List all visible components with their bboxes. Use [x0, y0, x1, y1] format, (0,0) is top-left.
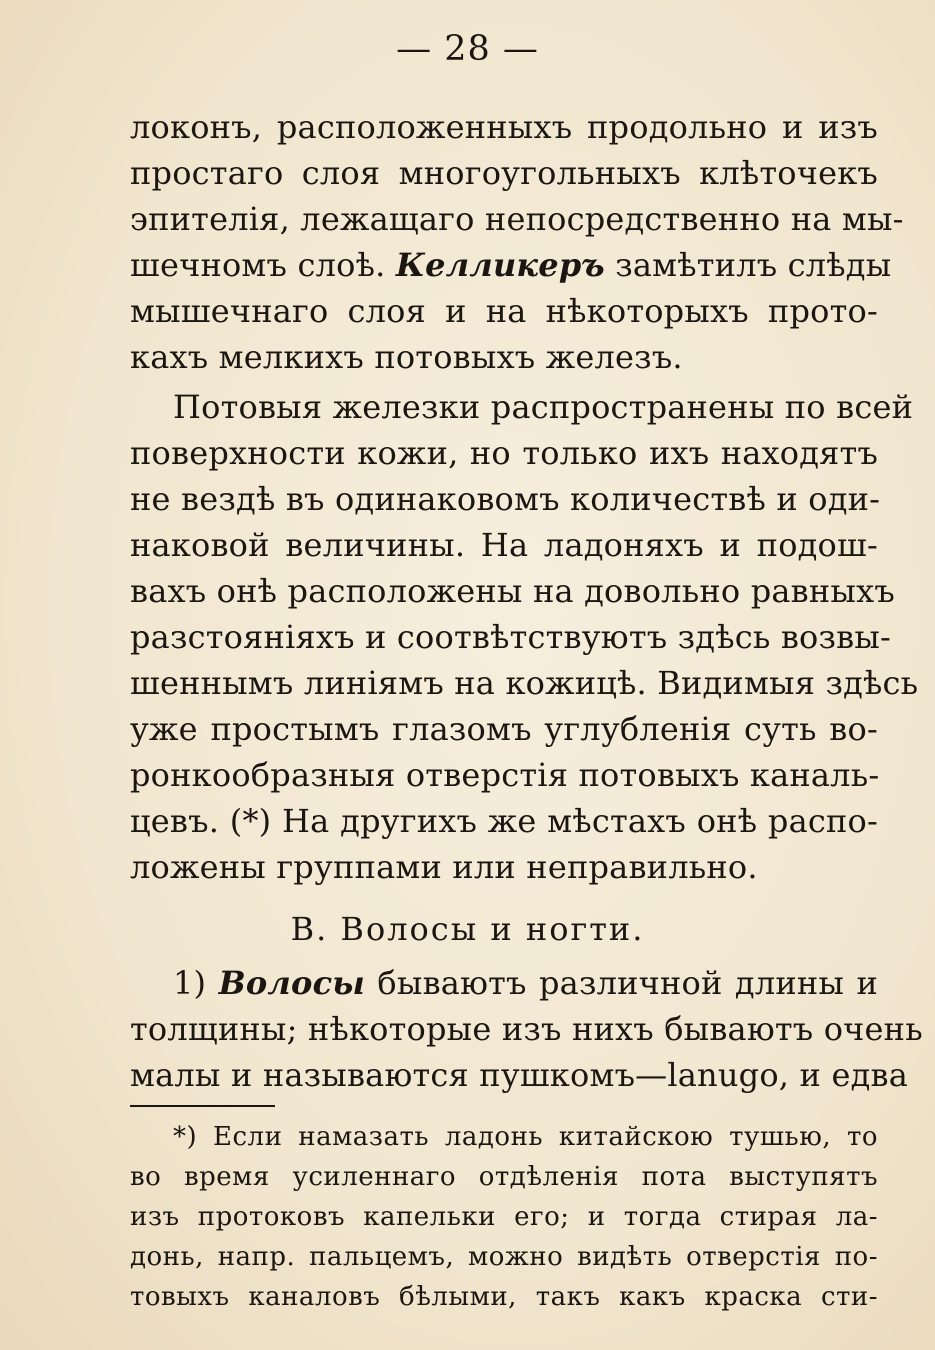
text-line: простаго слоя многоугольныхъ клѣточекъ — [130, 154, 878, 192]
text-run: 1) — [173, 964, 219, 1002]
text-line: локонъ, расположенныхъ продольно и изъ — [130, 108, 878, 146]
text-line: Потовыя железки распространены по всей — [173, 388, 914, 426]
text-run: замѣтилъ слѣды — [604, 246, 892, 284]
text-run: бываютъ различной длины и — [365, 964, 878, 1002]
text-line: вахъ онѣ расположены на довольно равныхъ — [130, 572, 895, 610]
section-heading: В. Волосы и ногти. — [290, 910, 645, 948]
text-run: шечномъ слоѣ. — [130, 246, 396, 284]
footnote-line: *) Если намазать ладонь китайскою тушью, то — [173, 1122, 878, 1152]
text-line: цевъ. (*) На другихъ же мѣстахъ онѣ распо- — [130, 802, 878, 840]
text-line: не вездѣ въ одинаковомъ количествѣ и оди- — [130, 480, 881, 518]
text-line: кахъ мелкихъ потовыхъ железъ. — [130, 338, 683, 376]
text-line: уже простымъ глазомъ углубленія суть во- — [130, 710, 878, 748]
text-line: ронкообразныя отверстія потовыхъ каналь- — [130, 756, 880, 794]
text-line: наковой величины. На ладоняхъ и подош- — [130, 526, 878, 564]
footnote-line: во время усиленнаго отдѣленія пота выступятъ — [130, 1162, 878, 1192]
text-line: поверхности кожи, но только ихъ находятъ — [130, 434, 878, 472]
text-line: толщины; нѣкоторые изъ нихъ бываютъ очень — [130, 1010, 923, 1048]
page-number: — 28 — — [396, 29, 539, 69]
text-line — [173, 960, 878, 1006]
text-line: эпителія, лежащаго непосредственно на мы- — [130, 200, 904, 238]
footnote-line: донь, напр. пальцемъ, можно видѣть отверстія по- — [130, 1242, 878, 1272]
text-line: малы и называются пушкомъ—lanugo, и едва — [130, 1056, 908, 1094]
footnote-line: товыхъ каналовъ бѣлыми, такъ какъ краска сти- — [130, 1282, 878, 1312]
emphasized-name: Келликеръ — [395, 246, 605, 284]
text-line: ложены группами или неправильно. — [130, 848, 758, 886]
text-line: мышечнаго слоя и на нѣкоторыхъ прото- — [130, 292, 878, 330]
text-line — [130, 242, 892, 288]
footnote-divider — [130, 1105, 275, 1107]
emphasized-term: Волосы — [218, 964, 366, 1002]
text-line: шеннымъ линіямъ на кожицѣ. Видимыя здѣсь — [130, 664, 919, 702]
text-line: разстояніяхъ и соотвѣтствуютъ здѣсь возвы- — [130, 618, 892, 656]
footnote-line: изъ протоковъ капельки его; и тогда стирая ла- — [130, 1202, 878, 1232]
